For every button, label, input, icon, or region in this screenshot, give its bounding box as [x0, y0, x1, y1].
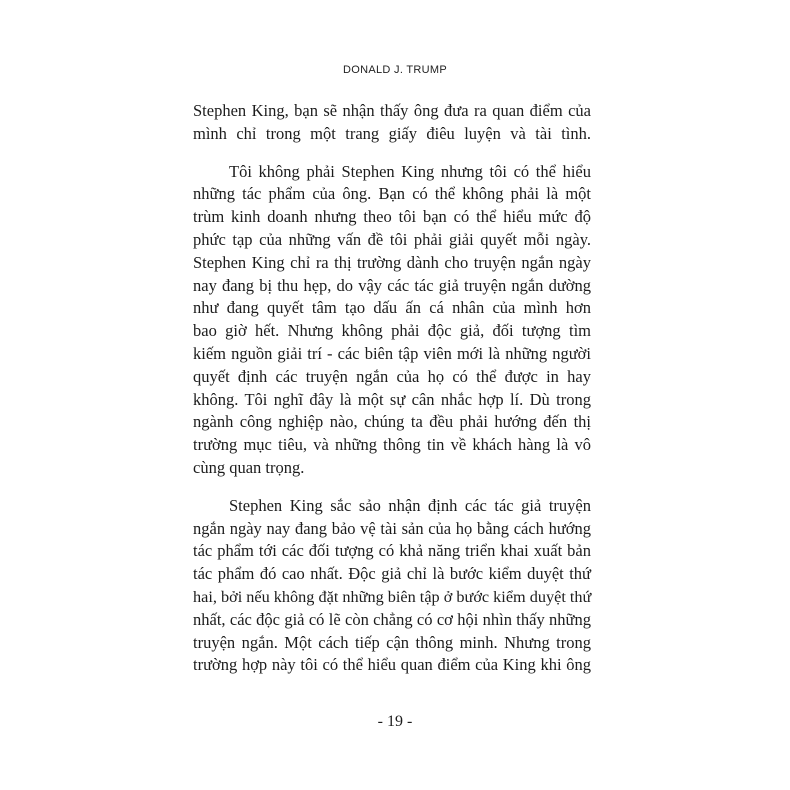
- text-line: cùng quan trọng.: [193, 457, 305, 477]
- text-line: phức tạp của những vấn đề tôi phải giải quyết mỗi ngày.: [193, 229, 591, 249]
- text-line: truyện ngắn. Một cách tiếp cận thông minh. Nhưng trong: [193, 632, 591, 652]
- text-line: trùm kinh doanh nhưng theo tôi bạn có thể hiểu mức độ: [193, 207, 591, 227]
- text-line: ngành công nghiệp nào, chúng ta đều phải hướng đến thị: [193, 412, 591, 432]
- text-line: trường hợp này tôi có thể hiểu quan điểm của King khi ông: [193, 655, 591, 675]
- text-line: Stephen King, bạn sẽ nhận thấy ông đưa ra quan điểm của: [193, 101, 591, 120]
- paragraph: [193, 161, 591, 480]
- text-line: những tác phẩm của ông. Bạn có thể không phải là một: [193, 184, 591, 204]
- body-text: [193, 100, 591, 677]
- text-line: trường mục tiêu, và những thông tin về khách hàng là vô: [193, 435, 591, 455]
- text-line: quyết định các truyện ngắn của họ có thể được in hay: [193, 366, 591, 386]
- paragraph: [193, 100, 591, 146]
- running-head: DONALD J. TRUMP: [343, 64, 447, 76]
- text-line: như đang quyết tâm tạo dấu ấn cá nhân của mình hơn: [193, 298, 591, 318]
- text-line: ngắn ngày nay đang bảo vệ tài sản của họ bằng cách hướng: [193, 518, 591, 538]
- text-line: mình chỉ trong một trang giấy điêu luyện và tài tình.: [193, 123, 591, 143]
- text-line: Stephen King sắc sảo nhận định các tác giả truyện: [229, 495, 591, 515]
- text-line: tác phẩm tới các đối tượng có khả năng triển khai xuất bản: [193, 541, 591, 561]
- text-line: Stephen King chỉ ra thị trường dành cho truyện ngắn ngày: [193, 252, 591, 272]
- text-line: bao giờ hết. Nhưng không phải độc giả, đối tượng tìm: [193, 321, 591, 341]
- page-number: - 19 -: [377, 713, 413, 730]
- text-line: tác phẩm đó cao nhất. Độc giả chỉ là bước kiểm duyệt thứ: [193, 564, 591, 584]
- text-line: Tôi không phải Stephen King nhưng tôi có thể hiểu: [229, 161, 591, 181]
- text-line: nhất, các độc giả có lẽ còn chẳng có cơ hội nhìn thấy những: [193, 609, 591, 629]
- text-line: hai, bởi nếu không đặt những biên tập ở bước kiểm duyệt thứ: [193, 587, 592, 606]
- text-line: kiếm nguồn giải trí - các biên tập viên mới là những người: [193, 343, 591, 363]
- text-line: không. Tôi nghĩ đây là một sự cân nhắc hợp lí. Dù trong: [193, 389, 591, 409]
- text-line: nay đang bị thu hẹp, do vậy các tác giả truyện ngắn dường: [193, 275, 591, 295]
- paragraph: [193, 495, 591, 677]
